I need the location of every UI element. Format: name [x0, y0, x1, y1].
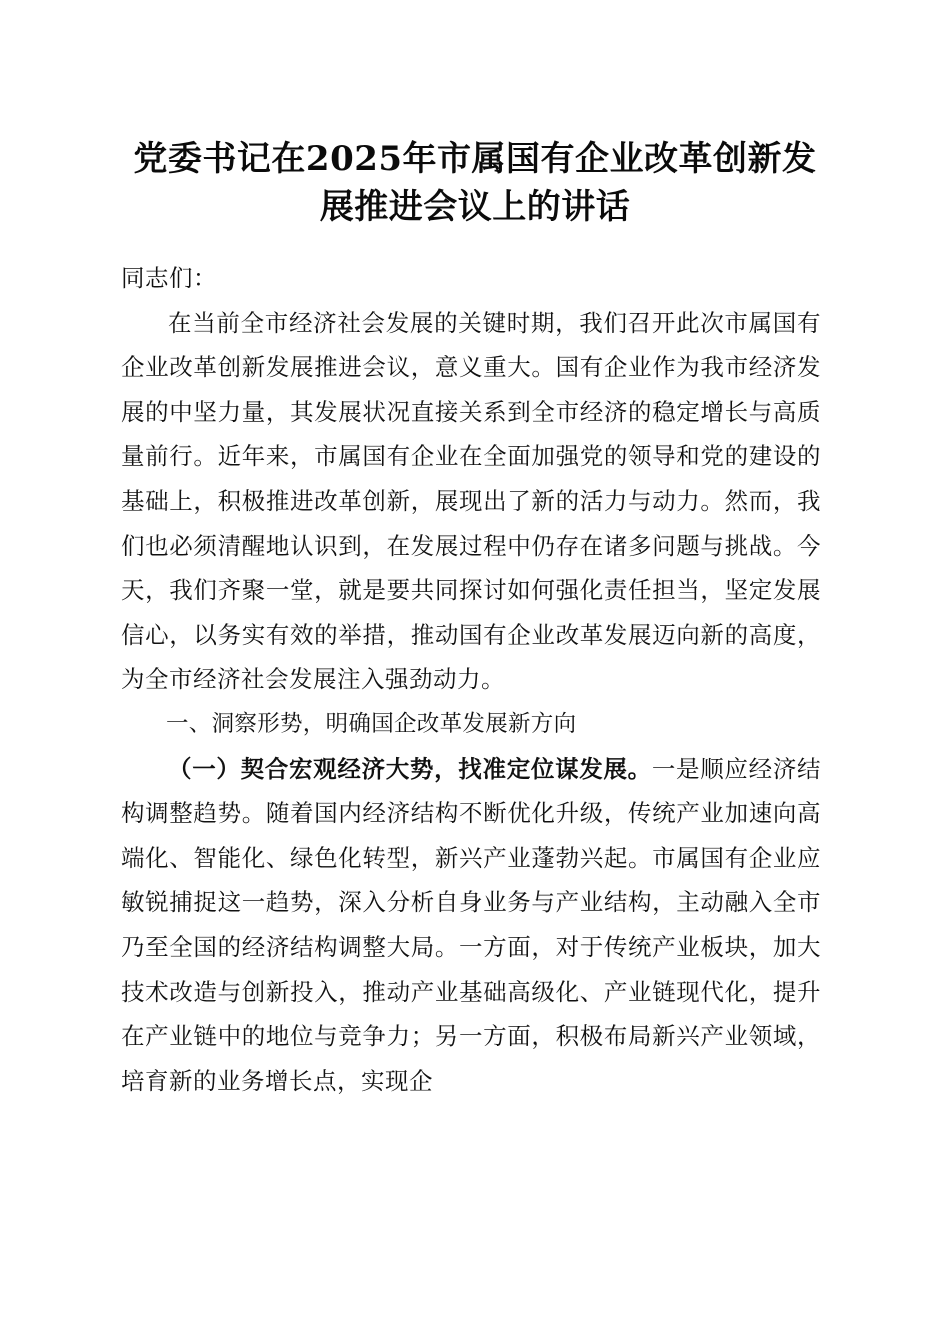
document-title: [110, 135, 840, 231]
document-body: [121, 256, 821, 1103]
subsection-body: 一是顺应经济结构调整趋势。随着国内经济结构不断优化升级，传统产业加速向高端化、智能化、绿色化转型，新兴产业蓬勃兴起。市属国有企业应敏锐捕捉这一趋势，深入分析自身业务与产业结构，主动融入全市乃至全国的经济结构调整大局。一方面，对于传统产业板块，加大技术改造与创新投入，推动产业基础高级化、产业链现代化，提升在产业链中的地位与竞争力；另一方面，积极布局新兴产业领域，培育新的业务增长点，实现企: [121, 754, 822, 1095]
intro-paragraph: 在当前全市经济社会发展的关键时期，我们召开此次市属国有企业改革创新发展推进会议，意义重大。国有企业作为我市经济发展的中坚力量，其发展状况直接关系到全市经济的稳定增长与高质量前行。近年来，市属国有企业在全面加强党的领导和党的建设的基础上，积极推进改革创新，展现出了新的活力与动力。然而，我们也必须清醒地认识到，在发展过程中仍存在诸多问题与挑战。今天，我们齐聚一堂，就是要共同探讨如何强化责任担当，坚定发展信心，以务实有效的举措，推动国有企业改革发展迈向新的高度，为全市经济社会发展注入强劲动力。: [121, 308, 821, 694]
title-line-2: 展推进会议上的讲话: [319, 187, 631, 227]
subsection-lead: （一）契合宏观经济大势，找准定位谋发展。: [168, 754, 652, 783]
section-heading: 一、洞察形势，明确国企改革发展新方向: [166, 710, 577, 737]
salutation: 同志们：: [121, 264, 217, 292]
subsection-paragraph: [121, 747, 821, 1104]
title-line-1: 党委书记在2025年市属国有企业改革创新发: [133, 139, 817, 179]
